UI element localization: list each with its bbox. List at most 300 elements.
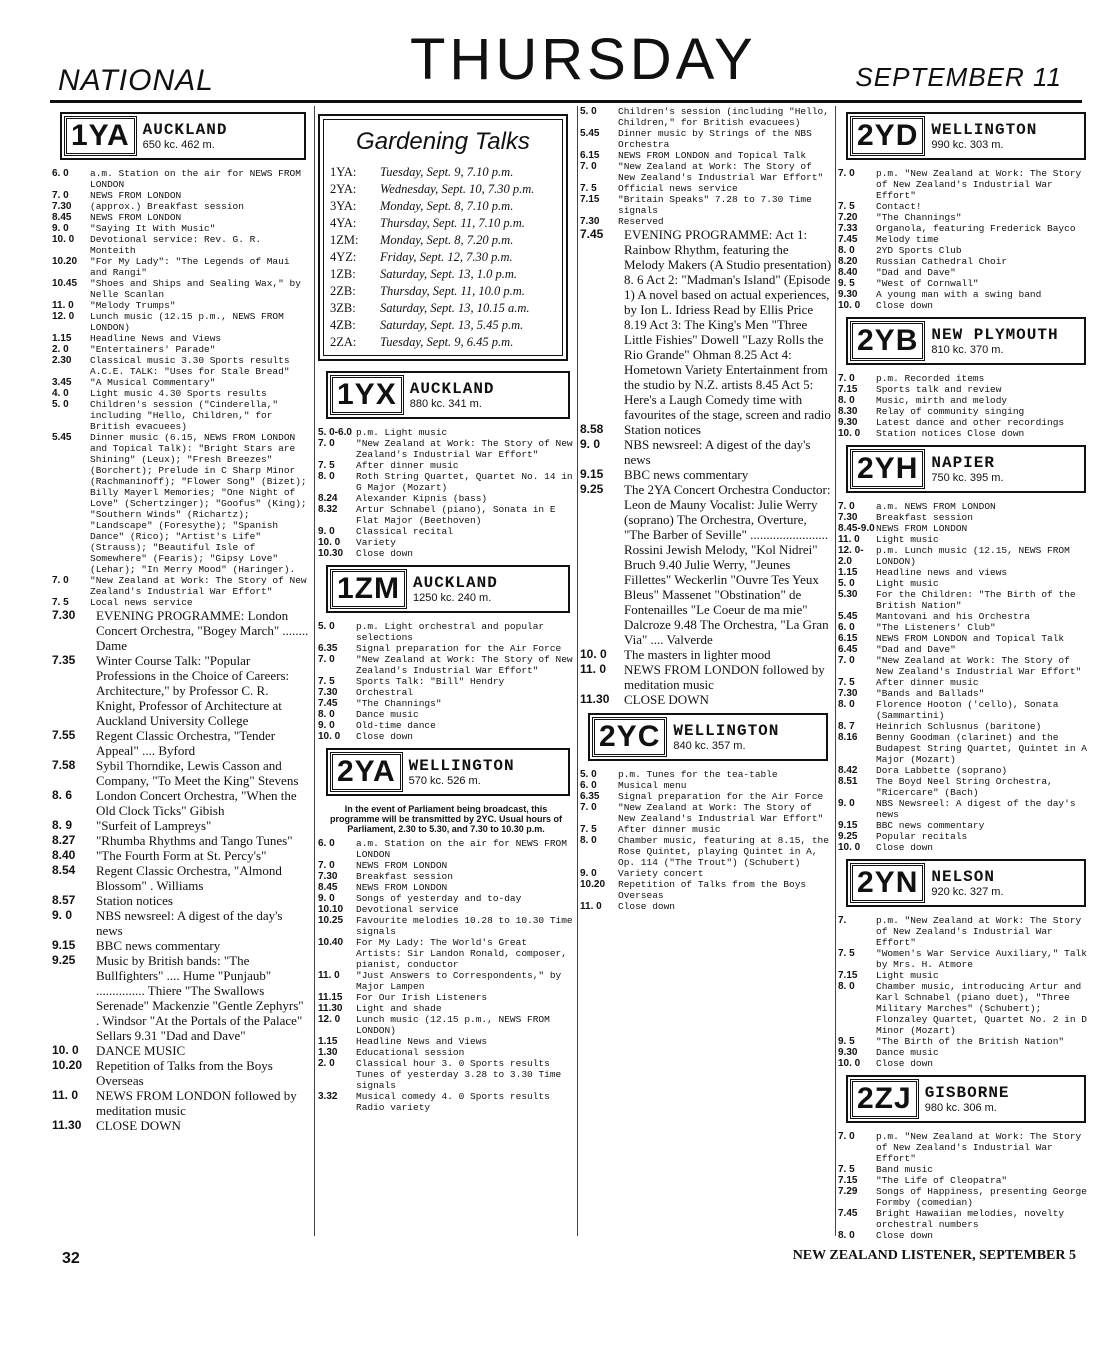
entry-time: 9. 0 (580, 437, 601, 451)
entry-time: 3.32 (318, 1091, 338, 1102)
column-1 (52, 106, 310, 1133)
entry-time: 11.30 (580, 692, 610, 706)
entry-text: Breakfast session (356, 871, 453, 882)
gardening-row (330, 300, 556, 317)
entry-text: Official news service (618, 183, 738, 194)
column-divider (577, 106, 578, 1236)
entry-time: 7. 0 (838, 373, 855, 384)
entry-text: "Rhumba Rhythms and Tango Tunes" (96, 833, 293, 848)
schedule-entry (318, 1091, 574, 1113)
station-city: NAPIER (931, 454, 995, 472)
entry-time: 1.30 (318, 1047, 338, 1058)
schedule-entry (838, 622, 1090, 633)
entry-text: BBC news commentary (624, 467, 749, 482)
schedule-entry (52, 201, 310, 212)
schedule-entry (838, 732, 1090, 765)
schedule-entry (580, 824, 832, 835)
gardening-time: Monday, Sept. 8, 7.20 p.m. (380, 233, 514, 247)
station-freq: 990 kc. 303 m. (931, 139, 1004, 151)
entry-text: "Just Answers to Correspondents," by Major Lampen (356, 970, 562, 992)
entry-time: 8. 0 (838, 395, 855, 406)
header-rule (50, 100, 1082, 103)
station-2yc (588, 713, 828, 761)
schedule-entry (318, 904, 574, 915)
entry-time: 5. 0 (838, 578, 855, 589)
schedule-entry (318, 838, 574, 860)
entry-time: 8. 9 (52, 818, 73, 832)
entry-text: For My Lady: The World's Great Artists: Sir Landon Ronald, composer, pianist, conductor (356, 937, 567, 970)
gardening-station: 4ZB: (330, 318, 356, 332)
entry-time: 5.45 (580, 128, 600, 139)
entry-text: Contact! (876, 201, 922, 212)
entry-text: Breakfast session (876, 512, 973, 523)
entry-time: 10.40 (318, 937, 344, 948)
entry-text: Light music (876, 578, 939, 589)
entry-time: 1.15 (318, 1036, 338, 1047)
schedule-entry (838, 798, 1090, 820)
gardening-time: Saturday, Sept. 13, 1.0 p.m. (380, 267, 518, 281)
schedule-entry (838, 831, 1090, 842)
entry-time: 9. 0 (580, 868, 597, 879)
entry-time: 9. 0 (318, 720, 335, 731)
schedule-entry (838, 168, 1090, 201)
schedule-list-1ya (52, 168, 310, 608)
entry-text: NBS newsreel: A digest of the day's news (96, 908, 283, 938)
entry-text: "The Channings" (876, 212, 962, 223)
entry-time: 7.35 (52, 653, 76, 667)
entry-time: 9. 0 (838, 798, 855, 809)
entry-text: "The Listeners' Club" (876, 622, 996, 633)
schedule-entry (52, 653, 310, 728)
schedule-entry (318, 548, 574, 559)
entry-time: 7. 0 (838, 501, 855, 512)
schedule-list-2yb (838, 373, 1090, 439)
gardening-time: Saturday, Sept. 13, 5.45 p.m. (380, 318, 524, 332)
gardening-station: 4YA: (330, 216, 357, 230)
entry-text: p.m. Light orchestral and popular selections (356, 621, 545, 643)
station-freq: 1250 kc. 240 m. (413, 592, 492, 604)
schedule-entry (318, 937, 574, 970)
schedule-list-2yh (838, 501, 1090, 853)
schedule-entry (52, 938, 310, 953)
schedule-entry (318, 882, 574, 893)
entry-time: 5. 0 (580, 106, 597, 117)
gardening-station: 1ZM: (330, 233, 359, 247)
entry-text: "The Life of Cleopatra" (876, 1175, 1008, 1186)
entry-time: 7. 0 (318, 654, 335, 665)
station-call: 2YD (850, 116, 925, 156)
entry-time: 7.30 (318, 687, 338, 698)
entry-text: Close down (618, 901, 676, 912)
schedule-entry (52, 728, 310, 758)
station-call: 2YC (592, 717, 667, 757)
entry-time: 5.30 (838, 589, 858, 600)
entry-time: 10. 0 (838, 428, 861, 439)
entry-text: "New Zealand at Work: The Story of New Zealand's Industrial War Effort" (876, 655, 1082, 677)
entry-text: NEWS FROM LONDON and Topical Talk (876, 633, 1065, 644)
schedule-entry (52, 1118, 310, 1133)
entry-text: "The Channings" (356, 698, 442, 709)
entry-text: After dinner music (876, 677, 979, 688)
entry-text: Station notices (624, 422, 701, 437)
entry-text: A young man with a swing band (876, 289, 1042, 300)
gardening-station: 2ZA: (330, 335, 357, 349)
entry-text: Dinner music (6.15, NEWS FROM LONDON and Topical Talk): "Bright Stars are Shining" (Leux); "Fresh Breezes" (Borchert); Prelude in C Sharp Minor (Rachmaninoff); "Flower Song" (Bizet); Billy Mayerl Memories; "One Night of Love" (Schertzinger); "Goofus" (King); "Southern Winds" (Richartz); "Landscape" (Foresythe); "Spanish Dance" (Rico); "Artist's Life" (Strauss); "Beautiful Isle of Somewhere" (Fearis); "Gipsy Love" (Lehar); "In Merry Mood" (Haringer). (90, 432, 307, 575)
entry-text: CLOSE DOWN (96, 1118, 181, 1133)
entry-time: 3.45 (52, 377, 72, 388)
entry-time: 6.35 (580, 791, 600, 802)
schedule-entry (318, 526, 574, 537)
entry-time: 10. 0 (838, 842, 861, 853)
schedule-entry (52, 234, 310, 256)
entry-time: 8. 0 (580, 835, 597, 846)
entry-text: "For My Lady": "The Legends of Maui and Rangi" (90, 256, 290, 278)
entry-text: For the Children: "The Birth of the British Nation" (876, 589, 1076, 611)
schedule-entry (52, 311, 310, 333)
schedule-entry (838, 589, 1090, 611)
schedule-entry (52, 818, 310, 833)
entry-text: The Boyd Neel String Orchestra, "Ricercare" (Bach) (876, 776, 1053, 798)
schedule-entry (52, 1088, 310, 1118)
entry-time: 10. 0 (838, 1058, 861, 1069)
header-national: NATIONAL (58, 64, 214, 97)
entry-text: p.m. Light music (356, 427, 448, 438)
station-2zj (846, 1075, 1086, 1123)
gardening-station: 2YA: (330, 182, 357, 196)
entry-text: "Saying It With Music" (90, 223, 216, 234)
schedule-entry (838, 820, 1090, 831)
schedule-entry (838, 245, 1090, 256)
gardening-time: Thursday, Sept. 11, 7.10 p.m. (380, 216, 525, 230)
entry-time: 11.30 (318, 1003, 343, 1014)
schedule-entry (580, 161, 832, 183)
entry-text: Repetition of Talks from the Boys Overseas (618, 879, 807, 901)
schedule-entry (318, 621, 574, 643)
entry-text: Light and shade (356, 1003, 442, 1014)
entry-time: 7.29 (838, 1186, 858, 1197)
entry-time: 5.45 (52, 432, 72, 443)
entry-text: Dance music (356, 709, 419, 720)
schedule-entry (52, 344, 310, 355)
entry-time: 9. 0 (52, 223, 69, 234)
gardening-time: Monday, Sept. 8, 7.10 p.m. (380, 199, 514, 213)
schedule-entry (52, 908, 310, 938)
schedule-list-2ya (318, 838, 574, 1113)
entry-text: Roth String Quartet, Quartet No. 14 in G Major (Mozart) (356, 471, 573, 493)
schedule-entry (318, 1058, 574, 1091)
schedule-entry (580, 662, 832, 692)
schedule-entry (318, 720, 574, 731)
entry-text: p.m. Recorded items (876, 373, 985, 384)
schedule-entry (318, 915, 574, 937)
schedule-entry (318, 860, 574, 871)
entry-time: 8. 0 (318, 709, 335, 720)
entry-time: 7.45 (838, 1208, 858, 1219)
entry-time: 7. 0 (318, 860, 335, 871)
entry-text: After dinner music (618, 824, 721, 835)
schedule-entry (838, 545, 1090, 567)
gardening-row (330, 215, 556, 232)
entry-time: 7.15 (838, 970, 858, 981)
schedule-entry (838, 633, 1090, 644)
entry-text: London Concert Orchestra, "When the Old Clock Ticks" Gibish (96, 788, 297, 818)
entry-time: 9. 0 (318, 893, 335, 904)
entry-text: NEWS FROM LONDON (90, 212, 182, 223)
entry-text: Headline News and Views (356, 1036, 488, 1047)
entry-text: NEWS FROM LONDON and Topical Talk (618, 150, 807, 161)
station-call: 2YH (850, 449, 925, 489)
entry-text: NEWS FROM LONDON followed by meditation music (96, 1088, 297, 1118)
entry-text: Station notices Close down (876, 428, 1025, 439)
entry-text: "Women's War Service Auxiliary," Talk by Mrs. H. Atmore (876, 948, 1087, 970)
entry-time: 8.27 (52, 833, 76, 847)
schedule-entry (838, 417, 1090, 428)
entry-text: Headline News and Views (90, 333, 222, 344)
entry-time: 1.15 (52, 333, 72, 344)
entry-text: Songs of yesterday and to-day (356, 893, 522, 904)
entry-time: 7. 5 (318, 676, 335, 687)
schedule-entry (838, 699, 1090, 721)
entry-text: Light music (876, 534, 939, 545)
entry-time: 7. 0 (838, 1131, 855, 1142)
entry-text: Songs of Happiness, presenting George Formby (comedian) (876, 1186, 1087, 1208)
entry-time: 6.15 (838, 633, 858, 644)
entry-text: Relay of community singing (876, 406, 1025, 417)
entry-text: "New Zealand at Work: The Story of New Zealand's Industrial War Effort" (618, 161, 824, 183)
entry-time: 8.57 (52, 893, 76, 907)
entry-time: 9.25 (580, 482, 604, 496)
schedule-entry (838, 223, 1090, 234)
schedule-entry (318, 970, 574, 992)
gardening-time: Friday, Sept. 12, 7.30 p.m. (380, 250, 513, 264)
schedule-entry (318, 1047, 574, 1058)
entry-text: Musical comedy 4. 0 Sports results Radio variety (356, 1091, 550, 1113)
entry-text: Sports talk and review (876, 384, 1002, 395)
entry-time: 8. 0 (838, 245, 855, 256)
column-3 (580, 106, 832, 912)
entry-text: Close down (876, 300, 934, 311)
entry-text: Russian Cathedral Choir (876, 256, 1008, 267)
entry-time: 7. 0 (580, 161, 597, 172)
entry-time: 7. 5 (838, 948, 855, 959)
entry-time: 10. 0 (52, 1043, 79, 1057)
entry-text: Close down (876, 1058, 934, 1069)
schedule-entry (52, 1058, 310, 1088)
parliament-note: In the event of Parliament being broadcast, this programme will be transmitted by 2YC. Usual hours of Parliament, 2.30 to 5.30, and 7.30 to 10.30 p.m. (329, 804, 563, 834)
entry-text: Headline news and views (876, 567, 1008, 578)
entry-text: NBS Newsreel: A digest of the day's news (876, 798, 1076, 820)
entry-time: 10.20 (580, 879, 606, 890)
station-freq: 750 kc. 395 m. (931, 472, 1004, 484)
schedule-list-2ya-evening (580, 227, 832, 707)
entry-text: Light music 4.30 Sports results (90, 388, 267, 399)
entry-text: Florence Hooton ('cello), Sonata (Sammartini) (876, 699, 1059, 721)
schedule-entry (838, 234, 1090, 245)
entry-text: DANCE MUSIC (96, 1043, 186, 1058)
entry-time: 5. 0 (580, 769, 597, 780)
schedule-entry (580, 835, 832, 868)
entry-time: 11. 0 (52, 1088, 79, 1102)
schedule-entry (52, 788, 310, 818)
entry-text: "Dad and Dave" (876, 644, 956, 655)
entry-time: 10. 0 (318, 731, 341, 742)
schedule-entry (838, 948, 1090, 970)
entry-text: Lunch music (12.15 p.m., NEWS FROM LONDON) (356, 1014, 550, 1036)
entry-time: 9.25 (52, 953, 76, 967)
entry-time: 9.30 (838, 417, 858, 428)
entry-text: Favourite melodies 10.28 to 10.30 Time signals (356, 915, 573, 937)
schedule-entry (52, 575, 310, 597)
entry-text: Latest dance and other recordings (876, 417, 1065, 428)
schedule-entry (838, 981, 1090, 1036)
schedule-entry (838, 406, 1090, 417)
entry-time: 8.45-9.0 (838, 523, 875, 534)
entry-text: "New Zealand at Work: The Story of New Zealand's Industrial War Effort" (356, 438, 573, 460)
schedule-entry (580, 194, 832, 216)
entry-text: Sports Talk: "Bill" Hendry (356, 676, 505, 687)
gardening-station: 1YA: (330, 165, 357, 179)
entry-text: Devotional service: Rev. G. R. Monteith (90, 234, 262, 256)
schedule-entry (318, 676, 574, 687)
schedule-entry (838, 611, 1090, 622)
entry-time: 11. 0 (580, 662, 607, 676)
gardening-row (330, 266, 556, 283)
schedule-entry (838, 1058, 1090, 1069)
station-city: WELLINGTON (673, 722, 780, 740)
schedule-entry (838, 267, 1090, 278)
schedule-entry (838, 373, 1090, 384)
entry-time: 7.15 (838, 1175, 858, 1186)
entry-time: 8.32 (318, 504, 338, 515)
station-call: 2ZJ (850, 1079, 919, 1119)
entry-time: 7.30 (52, 608, 76, 622)
entry-text: "Entertainers' Parade" (90, 344, 216, 355)
station-city: AUCKLAND (409, 380, 495, 398)
entry-time: 7.30 (838, 688, 858, 699)
entry-time: 10.20 (52, 1058, 83, 1072)
entry-text: Artur Schnabel (piano), Sonata in E Flat Major (Beethoven) (356, 504, 556, 526)
entry-time: 7. 5 (838, 1164, 855, 1175)
schedule-entry (838, 1175, 1090, 1186)
station-freq: 880 kc. 341 m. (409, 398, 482, 410)
entry-time: 11. 0 (838, 534, 860, 545)
entry-text: Variety concert (618, 868, 704, 879)
entry-time: 2. 0 (318, 1058, 335, 1069)
station-call: 1YX (330, 375, 404, 415)
entry-time: 10. 0 (580, 647, 607, 661)
entry-time: 10. 0 (52, 234, 75, 245)
schedule-entry (580, 227, 832, 422)
entry-time: 7.30 (318, 871, 338, 882)
gardening-time: Tuesday, Sept. 9, 6.45 p.m. (380, 335, 514, 349)
entry-time: 11. 0 (318, 970, 340, 981)
entry-text: NEWS FROM LONDON (90, 190, 182, 201)
entry-time: 6.15 (580, 150, 600, 161)
schedule-entry (318, 698, 574, 709)
entry-time: 7. 0 (580, 802, 597, 813)
entry-text: Classical music 3.30 Sports results A.C.E. TALK: "Uses for Stale Bread" (90, 355, 290, 377)
entry-time: 7. 5 (580, 824, 597, 835)
station-freq: 980 kc. 306 m. (924, 1102, 997, 1114)
entry-time: 10.30 (318, 548, 344, 559)
entry-time: 10. 0 (838, 300, 861, 311)
entry-text: Signal preparation for the Air Force (356, 643, 562, 654)
entry-text: p.m. "New Zealand at Work: The Story of New Zealand's Industrial War Effort" (876, 915, 1082, 948)
station-city: AUCKLAND (413, 574, 498, 592)
entry-time: 8. 6 (52, 788, 73, 802)
entry-text: Devotional service (356, 904, 459, 915)
schedule-entry (52, 212, 310, 223)
column-divider (835, 106, 836, 1236)
gardening-row (330, 334, 556, 351)
schedule-entry (580, 216, 832, 227)
schedule-entry (838, 842, 1090, 853)
schedule-entry (838, 278, 1090, 289)
entry-text: p.m. Lunch music (12.15, NEWS FROM LONDON) (876, 545, 1070, 567)
entry-text: a.m. NEWS FROM LONDON (876, 501, 996, 512)
station-city: GISBORNE (924, 1084, 1010, 1102)
entry-time: 8. 0 (838, 1230, 855, 1241)
schedule-entry (838, 384, 1090, 395)
station-2yh (846, 445, 1086, 493)
station-2yb (846, 317, 1086, 365)
schedule-entry (580, 183, 832, 194)
station-1yx (326, 371, 570, 419)
schedule-entry (52, 597, 310, 608)
entry-text: Close down (876, 842, 934, 853)
gardening-row (330, 164, 556, 181)
entry-time: 9.30 (838, 289, 858, 300)
entry-text: After dinner music (356, 460, 459, 471)
entry-text: Repetition of Talks from the Boys Overseas (96, 1058, 273, 1088)
schedule-entry (318, 460, 574, 471)
entry-time: 7. 0 (52, 575, 69, 586)
entry-text: Sybil Thorndike, Lewis Casson and Company, "To Meet the King" Stevens (96, 758, 299, 788)
station-call: 2YA (330, 752, 403, 792)
entry-time: 7.30 (838, 512, 858, 523)
gardening-row (330, 283, 556, 300)
schedule-entry (52, 256, 310, 278)
entry-time: 7. (838, 915, 847, 926)
schedule-entry (838, 1230, 1090, 1241)
station-2ya (326, 748, 570, 796)
entry-text: p.m. Tunes for the tea-table (618, 769, 778, 780)
entry-text: The masters in lighter mood (624, 647, 771, 662)
schedule-entry (318, 893, 574, 904)
entry-text: Children's session ("Cinderella," including "Hello, Children," for British evacuees) (90, 399, 279, 432)
entry-text: Classical recital (356, 526, 453, 537)
page-number: 32 (62, 1250, 80, 1267)
entry-text: NEWS FROM LONDON (356, 860, 448, 871)
schedule-entry (838, 567, 1090, 578)
entry-time: 7.20 (838, 212, 858, 223)
gardening-station: 3ZB: (330, 301, 356, 315)
schedule-entry (838, 1131, 1090, 1164)
entry-time: 9.15 (580, 467, 604, 481)
schedule-entry (318, 731, 574, 742)
entry-text: Band music (876, 1164, 934, 1175)
schedule-entry (52, 432, 310, 575)
station-call: 2YB (850, 321, 925, 361)
entry-text: "Dad and Dave" (876, 267, 956, 278)
entry-text: "Shoes and Ships and Sealing Wax," by Nelle Scanlan (90, 278, 301, 300)
station-1ya (60, 112, 306, 160)
entry-time: 7. 0 (52, 190, 69, 201)
gardening-station: 4YZ: (330, 250, 357, 264)
entry-time: 6. 0 (318, 838, 335, 849)
schedule-entry (52, 355, 310, 377)
entry-text: "New Zealand at Work: The Story of New Zealand's Industrial War Effort" (356, 654, 573, 676)
